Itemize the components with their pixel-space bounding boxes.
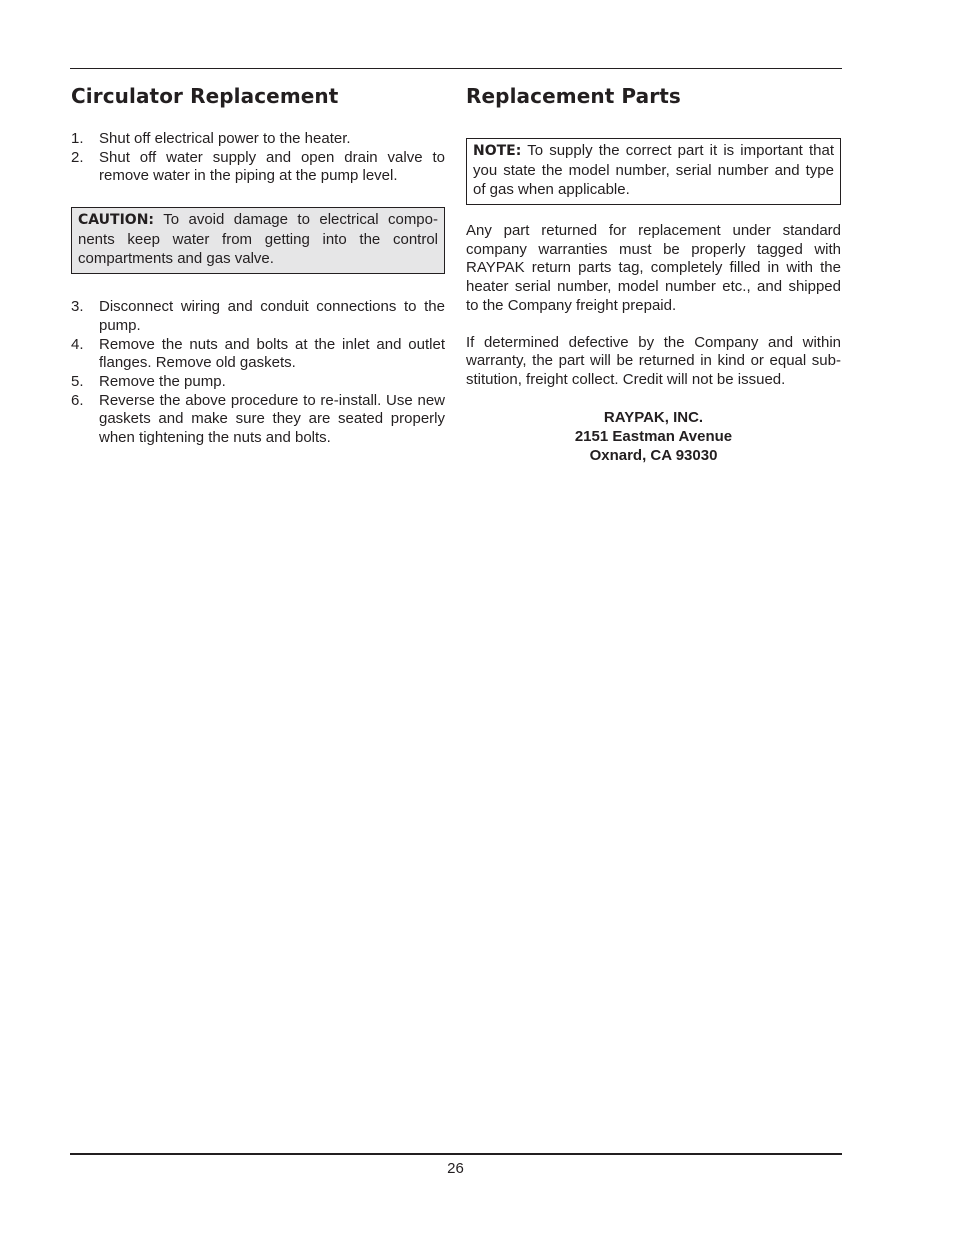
header-rule [70,68,842,69]
page-number: 26 [447,1160,464,1177]
replacement-parts-section [466,82,841,465]
list-item: 6. Reverse the above procedure to re-install. Use new gaskets and make sure they are seated properly when tightening the nuts and bolts. [71,391,445,447]
steps-list-second [71,298,445,448]
defective-paragraph: If determined defective by the Company and within warranty, the part will be returned in kind or equal substitution, freight collect. Credit will not be issued. [466,333,841,388]
caution-box [71,207,445,274]
warranty-paragraph: Any part returned for replacement under standard company warranties must be properly tagged with RAYPAK return parts tag, completely filled in with the heater serial number, model number etc., and shipped to the Company freight prepaid. [466,222,841,314]
section-heading: Replacement Parts [466,84,681,108]
footer-rule [70,1153,842,1155]
list-item: 5. Remove the pump. [71,372,226,390]
list-item: 3. Disconnect wiring and conduit connections to the pump. [71,298,445,334]
circulator-replacement-section [71,82,445,448]
caution-label: CAUTION: [78,212,155,229]
address-line: RAYPAK, INC. [603,408,704,426]
address-line: 2151 Eastman Avenue [574,427,733,445]
section-heading: Circulator Replacement [71,84,339,108]
list-item: 4. Remove the nuts and bolts at the inlet and outlet flanges. Remove old gaskets. [71,335,445,372]
caution-text: To avoid damage to electrical components keep water from getting into the control compartments and gas valve. [78,211,438,268]
company-address [466,408,841,466]
note-label: NOTE: [473,143,522,159]
note-text: To supply the correct part it is important that you state the model number, serial number and type of gas when applicable. [473,142,834,198]
steps-list-first [71,130,445,186]
address-line: Oxnard, CA 93030 [589,447,718,465]
note-box [466,138,841,205]
list-item: 2. Shut off water supply and open drain valve to remove water in the piping at the pump level. [71,148,445,185]
list-item: 1. Shut off electrical power to the heater. [71,130,351,147]
